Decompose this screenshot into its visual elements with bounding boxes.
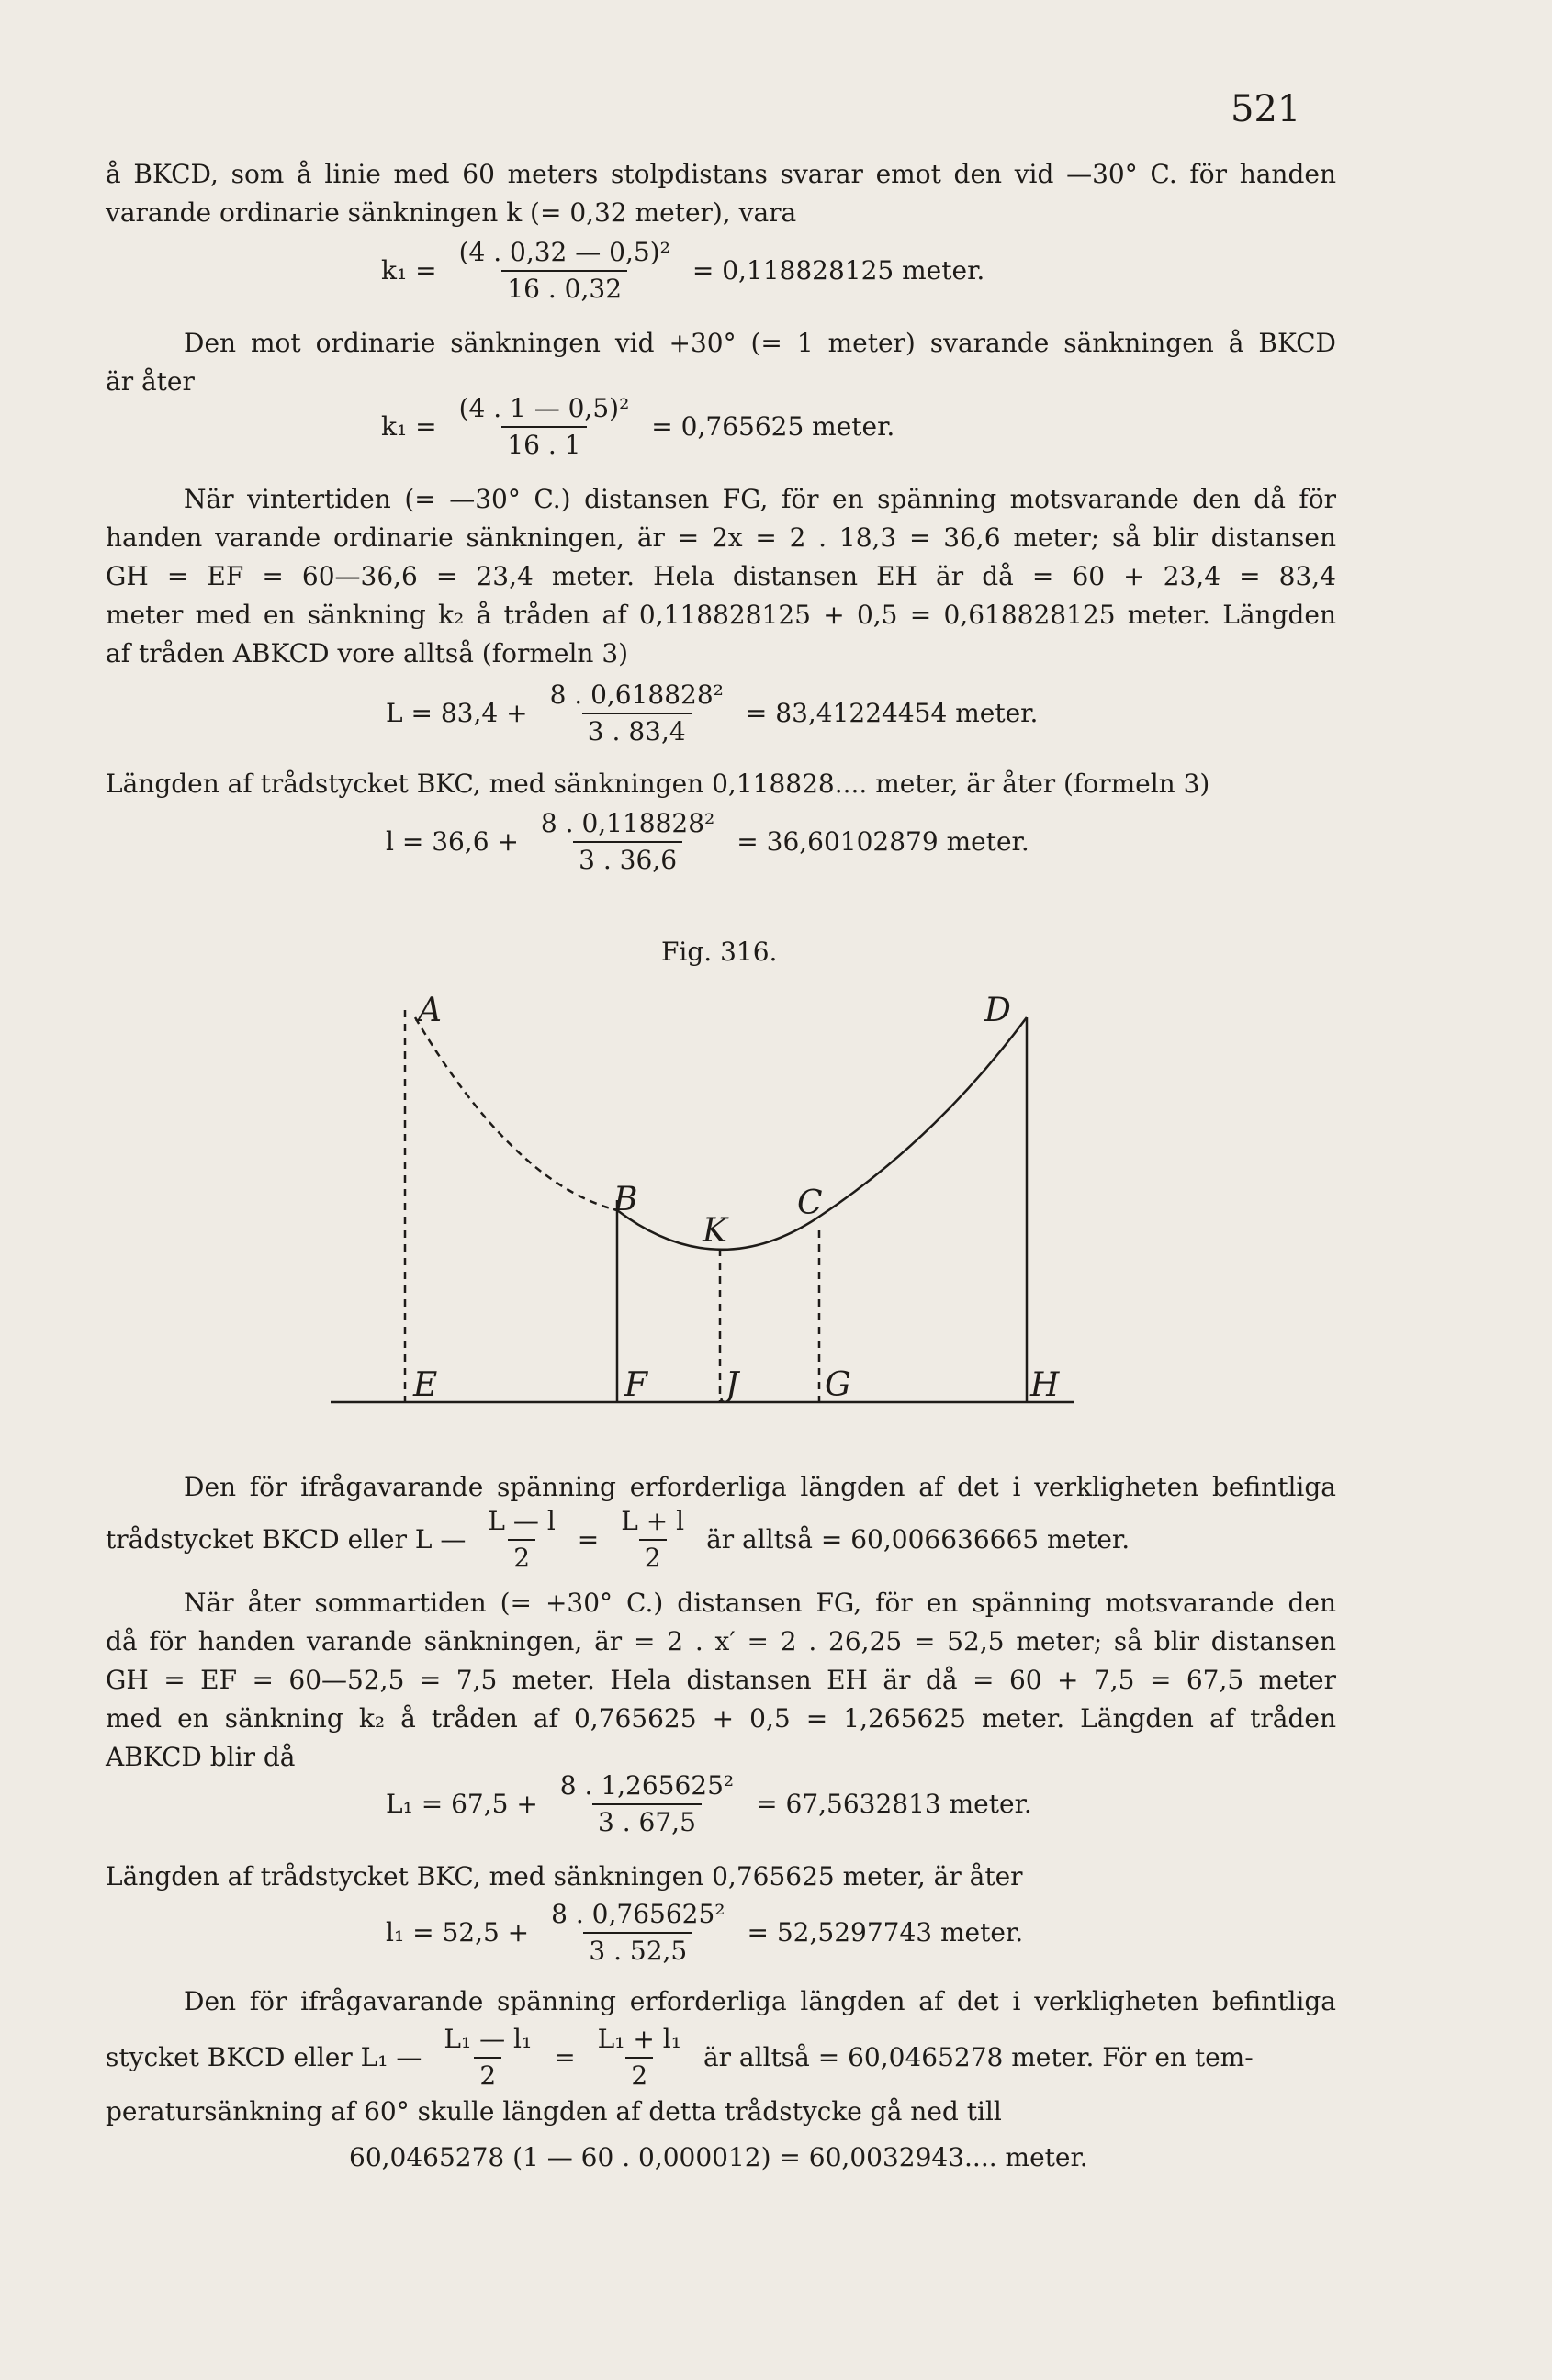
label-e: E — [413, 1366, 438, 1404]
formula-lhs: k₁ = — [381, 411, 437, 442]
formula-fraction — [615, 1506, 690, 1574]
figure-caption: Fig. 316. — [661, 937, 778, 967]
formula-fraction — [545, 1899, 730, 1967]
fraction-denominator: 2 — [474, 2057, 501, 2092]
formula-rhs: = 52,5297743 meter. — [747, 1917, 1024, 1948]
label-a: A — [418, 992, 442, 1029]
fraction-denominator: 16 . 1 — [501, 426, 586, 461]
label-d: D — [984, 992, 1011, 1029]
fraction-denominator: 2 — [508, 1539, 535, 1574]
text-line: När åter sommartiden (= +30° C.) distansen FG, för en spänning motsvarande den — [184, 1588, 1336, 1618]
text-line: Längden af trådstycket BKC, med sänkningen 0,118828.... meter, är åter (formeln 3) — [106, 769, 1210, 799]
formula-lhs: l = 36,6 + — [386, 826, 519, 857]
fraction-numerator: 8 . 1,265625² — [559, 1770, 735, 1801]
text-line: af tråden ABKCD vore alltså (formeln 3) — [106, 638, 629, 668]
page-number: 521 — [1231, 88, 1301, 130]
fraction-numerator: 8 . 0,118828² — [540, 808, 715, 838]
formula-prefix: trådstycket BKCD eller L — — [106, 1524, 467, 1555]
formula-l1-summer — [386, 1899, 1023, 1967]
formula-rhs: = 83,41224454 meter. — [745, 698, 1039, 728]
fraction-numerator: L₁ — l₁ — [444, 2024, 533, 2054]
fraction-denominator: 3 . 83,4 — [582, 713, 692, 747]
text-line: å BKCD, som å linie med 60 meters stolpdistans svarar emot den vid —30° C. för handen — [106, 159, 1336, 189]
text-line: Den för ifrågavarande spänning erforderliga längden af det i verkligheten befintliga — [184, 1986, 1336, 2016]
formula-fraction — [555, 1770, 739, 1838]
formula-summer-length — [106, 2024, 1254, 2092]
text-line: med en sänkning k₂ å tråden af 0,765625 + 0,5 = 1,265625 meter. Längden af tråden — [106, 1703, 1336, 1734]
formula-lhs: l₁ = 52,5 + — [386, 1917, 530, 1948]
formula-L1-summer — [386, 1770, 1032, 1838]
text-line: GH = EF = 60—36,6 = 23,4 meter. Hela distansen EH är då = 60 + 23,4 = 83,4 — [106, 561, 1336, 591]
formula-rhs: = 36,60102879 meter. — [737, 826, 1029, 857]
text-line: meter med en sänkning k₂ å tråden af 0,118828125 + 0,5 = 0,618828125 meter. Längden — [106, 600, 1336, 630]
label-j: J — [725, 1366, 739, 1404]
formula-rhs: = 0,765625 meter. — [651, 411, 895, 442]
fraction-denominator: 3 . 52,5 — [583, 1932, 692, 1967]
formula-equals: = — [554, 2042, 576, 2072]
text-line: Längden af trådstycket BKC, med sänkningen 0,765625 meter, är åter — [106, 1861, 1023, 1892]
text-line: då för handen varande sänkningen, är = 2 . x′ = 2 . 26,25 = 52,5 meter; så blir distansen — [106, 1626, 1336, 1656]
formula-prefix: stycket BKCD eller L₁ — — [106, 2042, 422, 2072]
fraction-numerator: L — l — [488, 1506, 556, 1536]
formula-fraction — [482, 1506, 560, 1574]
fraction-numerator: L + l — [621, 1506, 685, 1536]
label-f: F — [624, 1366, 647, 1404]
formula-rhs: = 67,5632813 meter. — [756, 1789, 1032, 1819]
fraction-numerator: 8 . 0,765625² — [551, 1899, 725, 1929]
text-line: är åter — [106, 366, 195, 397]
text-line: peratursänkning af 60° skulle längden af detta trådstycke gå ned till — [106, 2096, 1002, 2127]
text-line: handen varande ordinarie sänkningen, är = 2x = 2 . 18,3 = 36,6 meter; så blir distansen — [106, 522, 1336, 553]
catenary-dashed-ab — [415, 1017, 617, 1210]
fraction-denominator: 3 . 67,5 — [592, 1803, 702, 1838]
text-line: 60,0465278 (1 — 60 . 0,000012) = 60,0032943.... meter. — [349, 2142, 1088, 2172]
formula-lhs: L₁ = 67,5 + — [386, 1789, 538, 1819]
formula-result: är alltså = 60,0465278 meter. För en tem- — [703, 2042, 1254, 2072]
text-line: När vintertiden (= —30° C.) distansen FG, för en spänning motsvarande den då för — [184, 484, 1336, 514]
text-line: varande ordinarie sänkningen k (= 0,32 meter), vara — [106, 197, 797, 228]
formula-fraction — [438, 2024, 537, 2092]
label-g: G — [825, 1366, 851, 1404]
label-h: H — [1030, 1366, 1060, 1404]
formula-result: är alltså = 60,006636665 meter. — [706, 1524, 1130, 1555]
fraction-denominator: 3 . 36,6 — [573, 841, 682, 876]
formula-equals: = — [577, 1524, 600, 1555]
formula-rhs: = 0,118828125 meter. — [692, 255, 985, 286]
text-line: Den mot ordinarie sänkningen vid +30° (= 1 meter) svarande sänkningen å BKCD — [184, 328, 1336, 358]
formula-lhs: L = 83,4 + — [386, 698, 528, 728]
text-line: Den för ifrågavarande spänning erforderliga längden af det i verkligheten befintliga — [184, 1472, 1336, 1502]
fraction-numerator: (4 . 1 — 0,5)² — [458, 393, 630, 423]
fraction-numerator: L₁ + l₁ — [597, 2024, 681, 2054]
formula-lhs: k₁ = — [381, 255, 437, 286]
formula-fraction — [592, 2024, 687, 2092]
fraction-numerator: (4 . 0,32 — 0,5)² — [458, 237, 670, 267]
text-line: ABKCD blir då — [106, 1742, 296, 1772]
fraction-denominator: 2 — [639, 1539, 667, 1574]
fraction-denominator: 2 — [625, 2057, 653, 2092]
formula-winter-length — [106, 1506, 1130, 1574]
text-line: GH = EF = 60—52,5 = 7,5 meter. Hela distansen EH är då = 60 + 7,5 = 67,5 meter — [106, 1665, 1336, 1695]
fraction-denominator: 16 . 0,32 — [501, 270, 627, 305]
label-k: K — [703, 1212, 727, 1250]
fraction-numerator: 8 . 0,618828² — [549, 679, 724, 710]
label-c: C — [797, 1184, 823, 1222]
label-b: B — [613, 1181, 638, 1218]
